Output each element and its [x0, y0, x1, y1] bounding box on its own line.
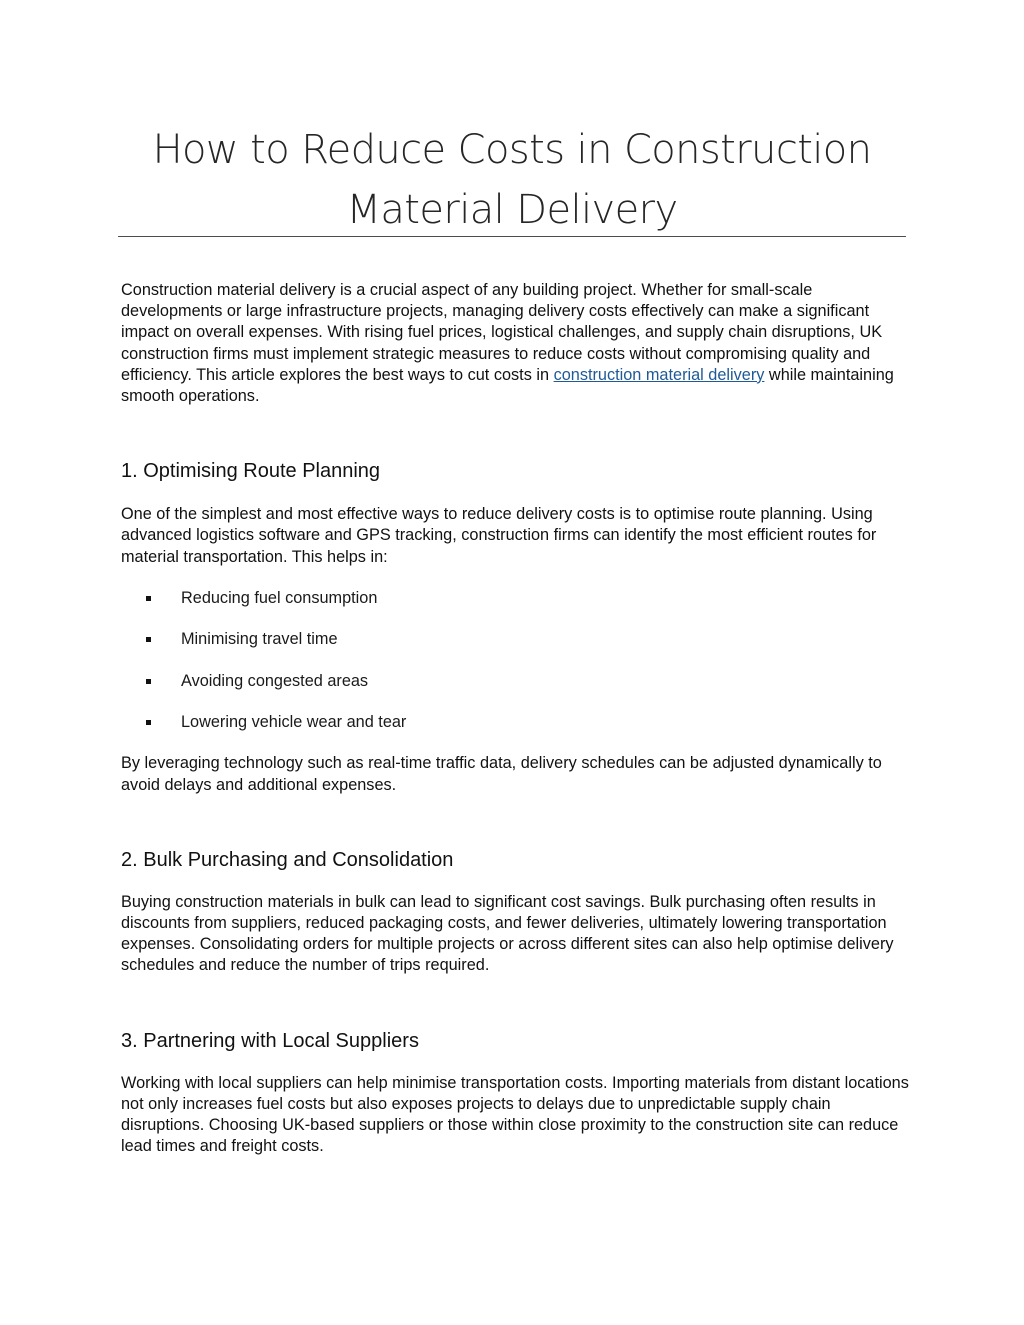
intro-text-start: Construction material delivery is a crucial aspect of any building project. Whether for small-scale developments or large infrastructure projects, managing delivery costs effectively can make a significant impact on overall expenses. With rising fuel prices, logistical challenges, and supply chain disruptions, UK construction firms must implement strategic measures to reduce costs without compromising quality and efficiency. This article explores the best ways to cut costs in — [121, 281, 883, 384]
list-item-text: Avoiding congested areas — [181, 671, 369, 690]
list-item — [121, 629, 911, 650]
list-item-text: Reducing fuel consumption — [181, 588, 378, 607]
section-1-heading: 1. Optimising Route Planning — [121, 460, 381, 483]
section-2-paragraph: Buying construction materials in bulk can lead to significant cost savings. Bulk purchasing often results in discounts from suppliers, reduced packaging costs, and fewer deliveries, ultimately lowering transportation expenses. Consolidating orders for multiple projects or across different sites can also help optimise delivery schedules and reduce the number of trips required. — [121, 892, 894, 975]
title-line-2: Material Delivery — [346, 187, 678, 233]
section-2-heading: 2. Bulk Purchasing and Consolidation — [121, 848, 454, 871]
intro-text-end: while maintaining smooth operations. — [121, 365, 894, 406]
square-bullet-icon — [146, 679, 151, 684]
list-item — [121, 671, 911, 692]
list-item — [121, 712, 911, 733]
page-title — [118, 120, 906, 240]
square-bullet-icon — [146, 596, 151, 601]
square-bullet-icon — [146, 720, 151, 725]
square-bullet-icon — [146, 637, 151, 642]
title-underline — [118, 236, 906, 237]
intro-paragraph — [121, 280, 911, 407]
construction-material-delivery-link[interactable]: construction material delivery — [553, 365, 765, 384]
list-item-text: Minimising travel time — [181, 630, 338, 649]
section-1-paragraph: One of the simplest and most effective ways to reduce delivery costs is to optimise route planning. Using advanced logistics software and GPS tracking, construction firms can identify the most efficient routes for material transportation. This helps in: — [121, 505, 877, 566]
list-item — [121, 588, 911, 609]
section-1-bullet-list — [121, 588, 911, 734]
section-3-paragraph: Working with local suppliers can help minimise transportation costs. Importing materials from distant locations not only increases fuel costs but also exposes projects to delays due to unpredictable supply chain disruptions. Choosing UK-based suppliers or those within close proximity to the construction site can reduce lead times and freight costs. — [121, 1073, 909, 1156]
section-1-closing-paragraph: By leveraging technology such as real-time traffic data, delivery schedules can be adjusted dynamically to avoid delays and additional expenses. — [121, 754, 882, 794]
article-body — [121, 280, 911, 1157]
title-line-1: How to Reduce Costs in Construction — [152, 127, 872, 173]
section-3-heading: 3. Partnering with Local Suppliers — [121, 1029, 419, 1052]
list-item-text: Lowering vehicle wear and tear — [181, 713, 407, 732]
